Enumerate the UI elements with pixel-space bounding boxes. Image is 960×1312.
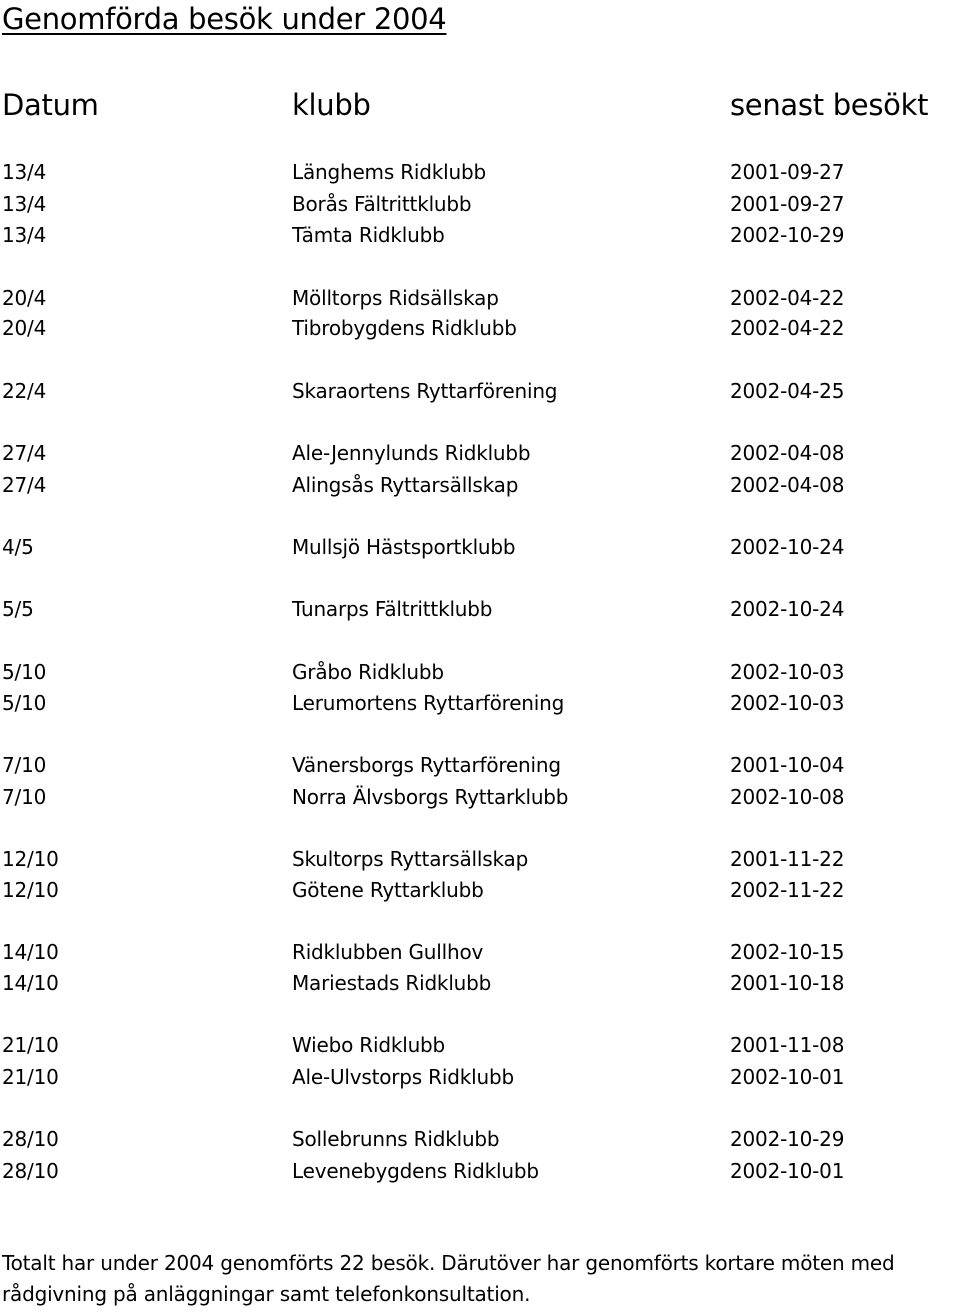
last-visited-date: 2002-10-24: [730, 535, 845, 559]
visit-date: 13/4: [2, 192, 47, 216]
last-visited-date: 2002-04-25: [730, 379, 845, 403]
visit-row: [0, 533, 960, 561]
visit-date: 13/4: [2, 160, 47, 184]
visit-date: 5/10: [2, 660, 47, 684]
visit-row: [0, 284, 960, 312]
visit-row: [0, 221, 960, 249]
visit-date: 20/4: [2, 286, 47, 310]
club-name: Tämta Ridklubb: [292, 223, 445, 247]
visit-date: 13/4: [2, 223, 47, 247]
visit-date: 5/5: [2, 597, 34, 621]
visit-row: [0, 377, 960, 405]
visit-row: [0, 783, 960, 811]
club-name: Ridklubben Gullhov: [292, 940, 484, 964]
visit-date: 5/10: [2, 691, 47, 715]
visit-date: 12/10: [2, 878, 59, 902]
club-name: Gråbo Ridklubb: [292, 660, 444, 684]
last-visited-date: 2002-10-08: [730, 785, 845, 809]
visit-date: 27/4: [2, 441, 47, 465]
visit-row: [0, 658, 960, 686]
visit-row: [0, 689, 960, 717]
last-visited-date: 2002-04-22: [730, 286, 845, 310]
club-name: Tibrobygdens Ridklubb: [292, 316, 517, 340]
club-name: Länghems Ridklubb: [292, 160, 486, 184]
visit-row: [0, 1125, 960, 1153]
visit-row: [0, 471, 960, 499]
visit-row: [0, 1063, 960, 1091]
visit-row: [0, 845, 960, 873]
visit-date: 7/10: [2, 785, 47, 809]
visit-date: 28/10: [2, 1127, 59, 1151]
last-visited-date: 2002-10-03: [730, 691, 845, 715]
visit-date: 21/10: [2, 1033, 59, 1057]
visit-row: [0, 751, 960, 779]
visit-row: [0, 938, 960, 966]
club-name: Skultorps Ryttarsällskap: [292, 847, 529, 871]
visit-row: [0, 1031, 960, 1059]
visit-date: 4/5: [2, 535, 34, 559]
visit-date: 22/4: [2, 379, 47, 403]
last-visited-date: 2001-09-27: [730, 192, 845, 216]
club-name: Ale-Ulvstorps Ridklubb: [292, 1065, 514, 1089]
last-visited-date: 2002-10-15: [730, 940, 845, 964]
visit-row: [0, 969, 960, 997]
club-name: Skaraortens Ryttarförening: [292, 379, 558, 403]
club-name: Sollebrunns Ridklubb: [292, 1127, 500, 1151]
last-visited-date: 2001-11-22: [730, 847, 845, 871]
last-visited-date: 2002-04-08: [730, 473, 845, 497]
visit-date: 28/10: [2, 1159, 59, 1183]
column-header-club: klubb: [292, 88, 371, 122]
last-visited-date: 2002-10-03: [730, 660, 845, 684]
last-visited-date: 2001-10-18: [730, 971, 845, 995]
page-title: Genomförda besök under 2004: [2, 2, 447, 36]
club-name: Alingsås Ryttarsällskap: [292, 473, 519, 497]
club-name: Mullsjö Hästsportklubb: [292, 535, 516, 559]
visit-row: [0, 314, 960, 342]
club-name: Wiebo Ridklubb: [292, 1033, 446, 1057]
club-name: Mariestads Ridklubb: [292, 971, 492, 995]
summary-line-1: Totalt har under 2004 genomförts 22 besök. Därutöver har genomförts kortare möten med: [2, 1251, 895, 1275]
column-header-date: Datum: [2, 88, 99, 122]
visit-row: [0, 595, 960, 623]
last-visited-date: 2002-04-08: [730, 441, 845, 465]
club-name: Vänersborgs Ryttarförening: [292, 753, 561, 777]
club-name: Lerumortens Ryttarförening: [292, 691, 565, 715]
visit-row: [0, 158, 960, 186]
last-visited-date: 2002-10-29: [730, 1127, 845, 1151]
summary-paragraph: [2, 1248, 958, 1310]
visit-date: 14/10: [2, 940, 59, 964]
last-visited-date: 2001-09-27: [730, 160, 845, 184]
last-visited-date: 2002-11-22: [730, 878, 845, 902]
club-name: Norra Älvsborgs Ryttarklubb: [292, 785, 569, 809]
last-visited-date: 2002-04-22: [730, 316, 845, 340]
visit-row: [0, 439, 960, 467]
visit-date: 27/4: [2, 473, 47, 497]
visit-date: 21/10: [2, 1065, 59, 1089]
last-visited-date: 2002-10-01: [730, 1159, 845, 1183]
club-name: Mölltorps Ridsällskap: [292, 286, 499, 310]
club-name: Götene Ryttarklubb: [292, 878, 484, 902]
summary-line-2: rådgivning på anläggningar samt telefonkonsultation.: [2, 1282, 531, 1306]
club-name: Tunarps Fältrittklubb: [292, 597, 493, 621]
visit-date: 7/10: [2, 753, 47, 777]
visit-row: [0, 1157, 960, 1185]
last-visited-date: 2002-10-24: [730, 597, 845, 621]
visit-date: 12/10: [2, 847, 59, 871]
last-visited-date: 2002-10-01: [730, 1065, 845, 1089]
visit-row: [0, 876, 960, 904]
last-visited-date: 2001-10-04: [730, 753, 845, 777]
column-header-last-visited: senast besökt: [730, 88, 929, 122]
visit-row: [0, 190, 960, 218]
visit-date: 20/4: [2, 316, 47, 340]
visit-date: 14/10: [2, 971, 59, 995]
club-name: Levenebygdens Ridklubb: [292, 1159, 539, 1183]
club-name: Borås Fältrittklubb: [292, 192, 472, 216]
club-name: Ale-Jennylunds Ridklubb: [292, 441, 531, 465]
last-visited-date: 2002-10-29: [730, 223, 845, 247]
last-visited-date: 2001-11-08: [730, 1033, 845, 1057]
